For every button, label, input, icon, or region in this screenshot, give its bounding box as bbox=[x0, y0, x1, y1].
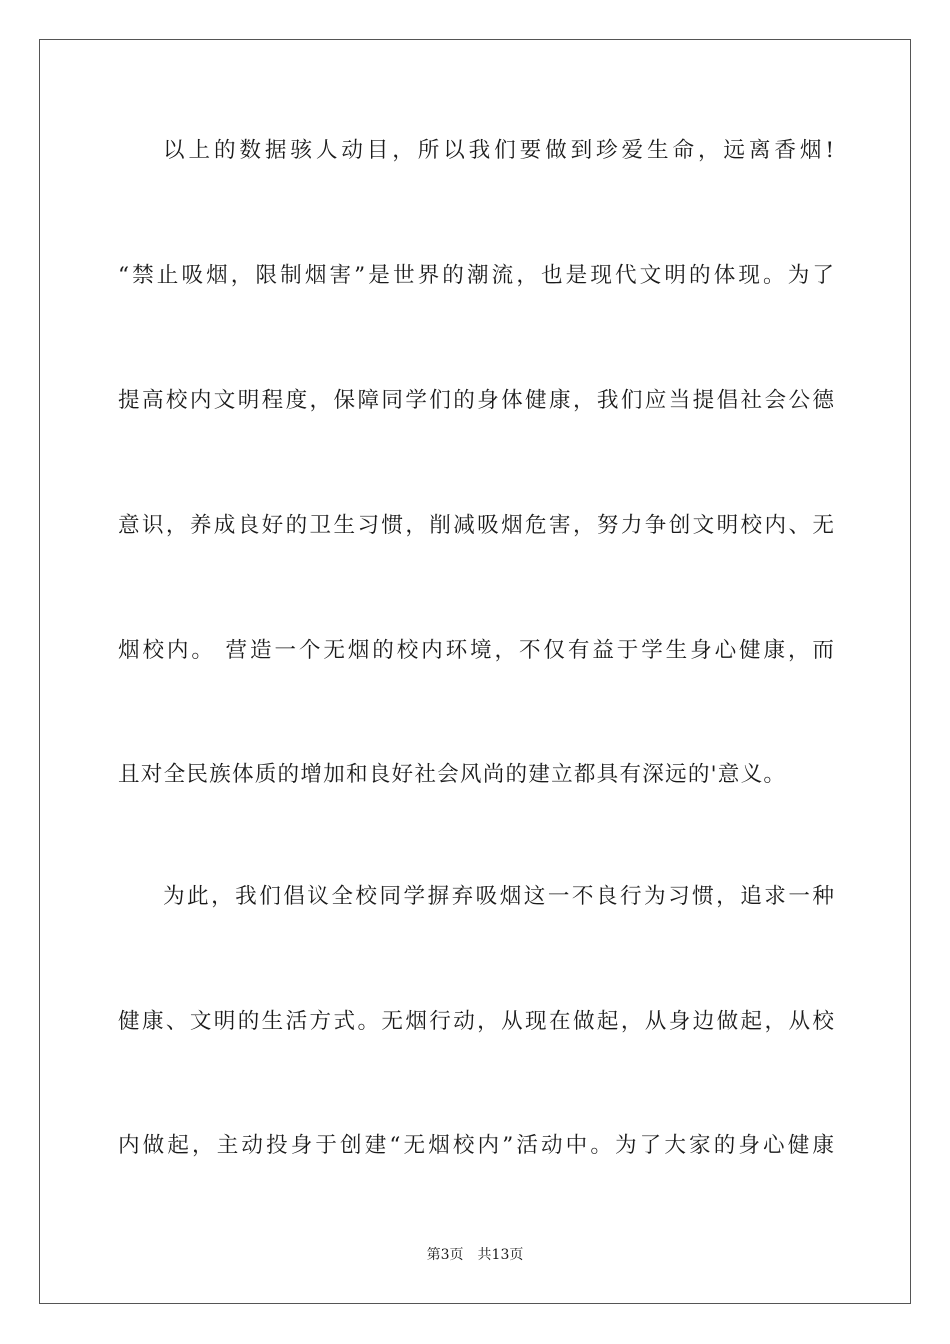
paragraph-line-3: 提高校内文明程度，保障同学们的身体健康，我们应当提倡社会公德 bbox=[118, 388, 834, 413]
paragraph-line-4: 意识，养成良好的卫生习惯，削减吸烟危害，努力争创文明校内、无 bbox=[118, 513, 834, 538]
paragraph-line-2: “禁止吸烟，限制烟害”是世界的潮流，也是现代文明的体现。为了 bbox=[118, 263, 834, 288]
page-footer bbox=[0, 1246, 950, 1264]
paragraph-line-6: 且对全民族体质的增加和良好社会风尚的建立都具有深远的'意义。 bbox=[118, 762, 787, 787]
page-border bbox=[39, 39, 911, 1304]
page-total: 共13页 bbox=[477, 1247, 524, 1263]
paragraph-line-8: 健康、文明的生活方式。无烟行动，从现在做起，从身边做起，从校 bbox=[118, 1009, 834, 1034]
paragraph-line-1: 以上的数据骇人动目，所以我们要做到珍爱生命，远离香烟! bbox=[163, 138, 834, 163]
page-number: 第3页 bbox=[426, 1247, 464, 1263]
paragraph-line-5: 烟校内。 营造一个无烟的校内环境，不仅有益于学生身心健康，而 bbox=[118, 638, 834, 663]
paragraph-line-7: 为此，我们倡议全校同学摒弃吸烟这一不良行为习惯，追求一种 bbox=[163, 884, 834, 909]
paragraph-line-9: 内做起，主动投身于创建“无烟校内”活动中。为了大家的身心健康 bbox=[118, 1133, 834, 1158]
